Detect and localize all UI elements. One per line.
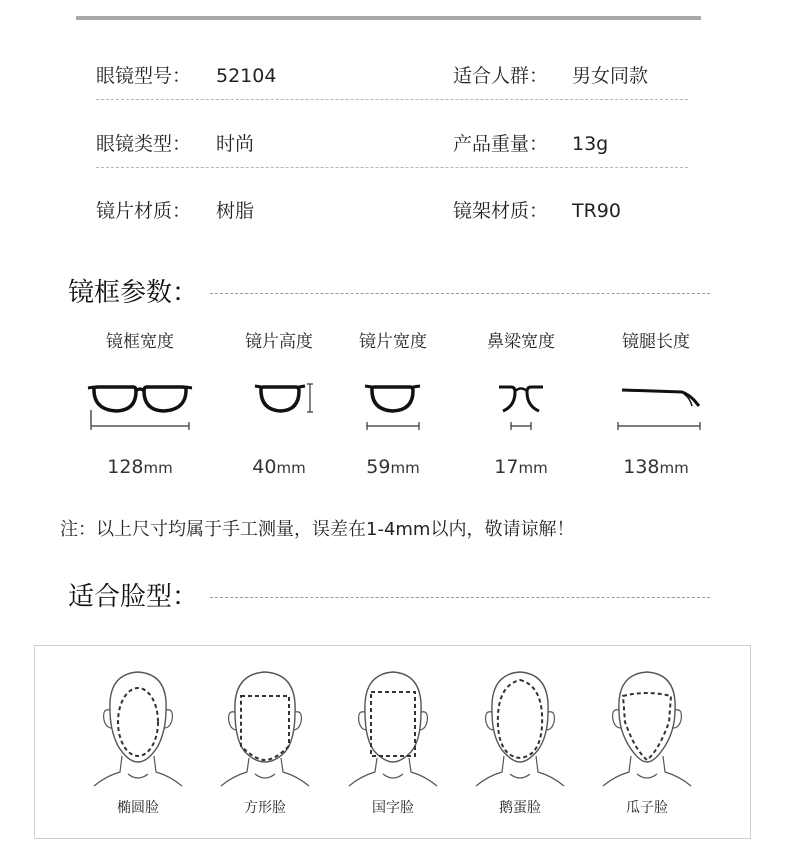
measurement-note: 注：以上尺寸均属于手工测量，误差在1-4mm以内，敬请谅解！ <box>60 519 575 540</box>
temple-length-icon <box>604 354 708 430</box>
param-label: 镜框宽度 <box>106 332 174 352</box>
face-heart <box>592 666 702 818</box>
face-oval <box>83 666 193 818</box>
spec-label: 镜片材质： <box>96 200 192 222</box>
dashed-divider <box>96 99 688 100</box>
face-shapes-panel <box>34 645 751 839</box>
param-label: 镜片宽度 <box>359 332 427 352</box>
param-unit: mm <box>390 459 420 477</box>
param-unit: mm <box>518 459 548 477</box>
spec-value: 男女同款 <box>572 65 649 87</box>
egg-face-icon <box>470 666 570 790</box>
dashed-divider <box>210 293 710 294</box>
param-label: 镜腿长度 <box>622 332 690 352</box>
param-value: 138 <box>623 456 660 478</box>
face-rectangle <box>338 666 448 818</box>
param-value: 17 <box>494 456 519 478</box>
heart-face-icon <box>597 666 697 790</box>
spec-label: 眼镜类型： <box>96 133 192 155</box>
spec-label: 产品重量： <box>453 133 549 155</box>
param-unit: mm <box>659 459 689 477</box>
face-name: 鹅蛋脸 <box>499 800 541 816</box>
rectangle-face-icon <box>343 666 443 790</box>
face-shape-title: 适合脸型： <box>68 582 199 612</box>
dashed-divider <box>210 597 710 598</box>
frame-params-title: 镜框参数： <box>68 278 199 308</box>
face-name: 国字脸 <box>372 800 414 816</box>
face-square <box>210 666 320 818</box>
spec-row <box>96 63 688 97</box>
oval-face-icon <box>88 666 188 790</box>
param-value: 128 <box>107 456 144 478</box>
param-bridge-width <box>466 330 576 481</box>
top-divider-bar <box>76 16 701 20</box>
face-egg <box>465 666 575 818</box>
spec-value: 52104 <box>216 65 277 87</box>
spec-value: 树脂 <box>216 200 255 222</box>
square-face-icon <box>215 666 315 790</box>
param-value: 59 <box>366 456 391 478</box>
param-lens-height <box>224 330 334 481</box>
param-unit: mm <box>276 459 306 477</box>
full-frame-icon <box>85 354 195 430</box>
face-name: 椭圆脸 <box>117 800 159 816</box>
spec-label: 眼镜型号： <box>96 65 192 87</box>
bridge-width-icon <box>481 354 561 430</box>
spec-value: 时尚 <box>216 133 255 155</box>
param-frame-width <box>82 330 198 481</box>
lens-width-icon <box>353 354 433 430</box>
dashed-divider <box>96 167 688 168</box>
param-label: 鼻梁宽度 <box>487 332 555 352</box>
face-name: 瓜子脸 <box>626 800 668 816</box>
spec-value: 13g <box>572 133 609 155</box>
param-temple-length <box>604 330 708 481</box>
spec-label: 适合人群： <box>453 65 549 87</box>
param-unit: mm <box>143 459 173 477</box>
face-name: 方形脸 <box>244 800 286 816</box>
spec-row <box>96 198 688 232</box>
param-value: 40 <box>252 456 277 478</box>
param-lens-width <box>338 330 448 481</box>
spec-value: TR90 <box>572 200 621 222</box>
param-label: 镜片高度 <box>245 332 313 352</box>
lens-height-icon <box>239 354 319 430</box>
spec-row <box>96 131 688 165</box>
spec-label: 镜架材质： <box>453 200 549 222</box>
